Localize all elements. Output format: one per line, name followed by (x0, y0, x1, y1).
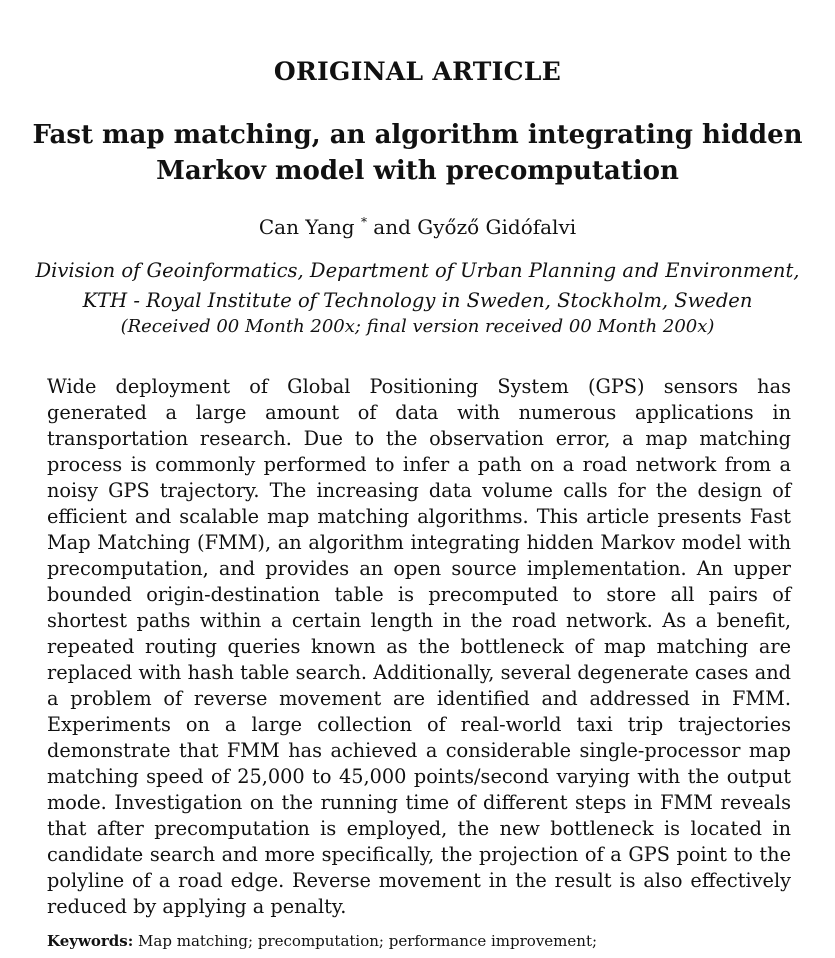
article-type-heading: ORIGINAL ARTICLE (273, 57, 562, 86)
author-name: Can Yang (258, 215, 355, 239)
received-date: (Received 00 Month 200x; final version received 00 Month 200x) (120, 316, 715, 337)
paper-title: Fast map matching, an algorithm integrating hidden Markov model with precomputation (32, 120, 803, 186)
keywords (47, 932, 807, 950)
affiliation-line: KTH - Royal Institute of Technology in Sweden, Stockholm, Sweden (82, 289, 753, 312)
affiliation-line: Division of Geoinformatics, Department of Urban Planning and Environment, (35, 259, 800, 282)
keywords-label: Keywords: (47, 932, 134, 950)
abstract-text: Wide deployment of Global Positioning System (GPS) sensors has generated a large amount of data with numerous applications in transportation research. Due to the observation error, a map matching process is commonly performed to infer a path on a road network from a noisy GPS trajectory. The increasing data volume calls for the design of efficient and scalable map matching algorithms. This article presents Fast Map Matching (FMM), an algorithm integrating hidden Markov model with precomputation, and provides an open source implementation. An upper bounded origin-destination table is precomputed to store all pairs of shortest paths within a certain length in the road network. As a benefit, repeated routing queries known as the bottleneck of map matching are replaced with hash table search. Additionally, several degenerate cases and a problem of reverse movement are identified and addressed in FMM. Experiments on a large collection of real-world taxi trip trajectories demonstrate that FMM has achieved a considerable single-processor map matching speed of 25,000 to 45,000 points/second varying with the output mode. Investigation on the running time of different steps in FMM reveals that after precomputation is employed, the new bottleneck is located in candidate search and more specifically, the projection of a GPS point to the polyline of a road edge. Reverse movement in the result is also effectively reduced by applying a penalty. (47, 375, 791, 918)
author-name: Győző Gidófalvi (417, 215, 577, 239)
keywords-list: Map matching; precomputation; performance improvement; (138, 932, 598, 950)
author-conjunction: and (373, 215, 411, 239)
abstract (47, 374, 791, 920)
corresponding-author-mark: * (360, 215, 367, 229)
affiliation (0, 256, 835, 316)
author-list (0, 215, 835, 239)
